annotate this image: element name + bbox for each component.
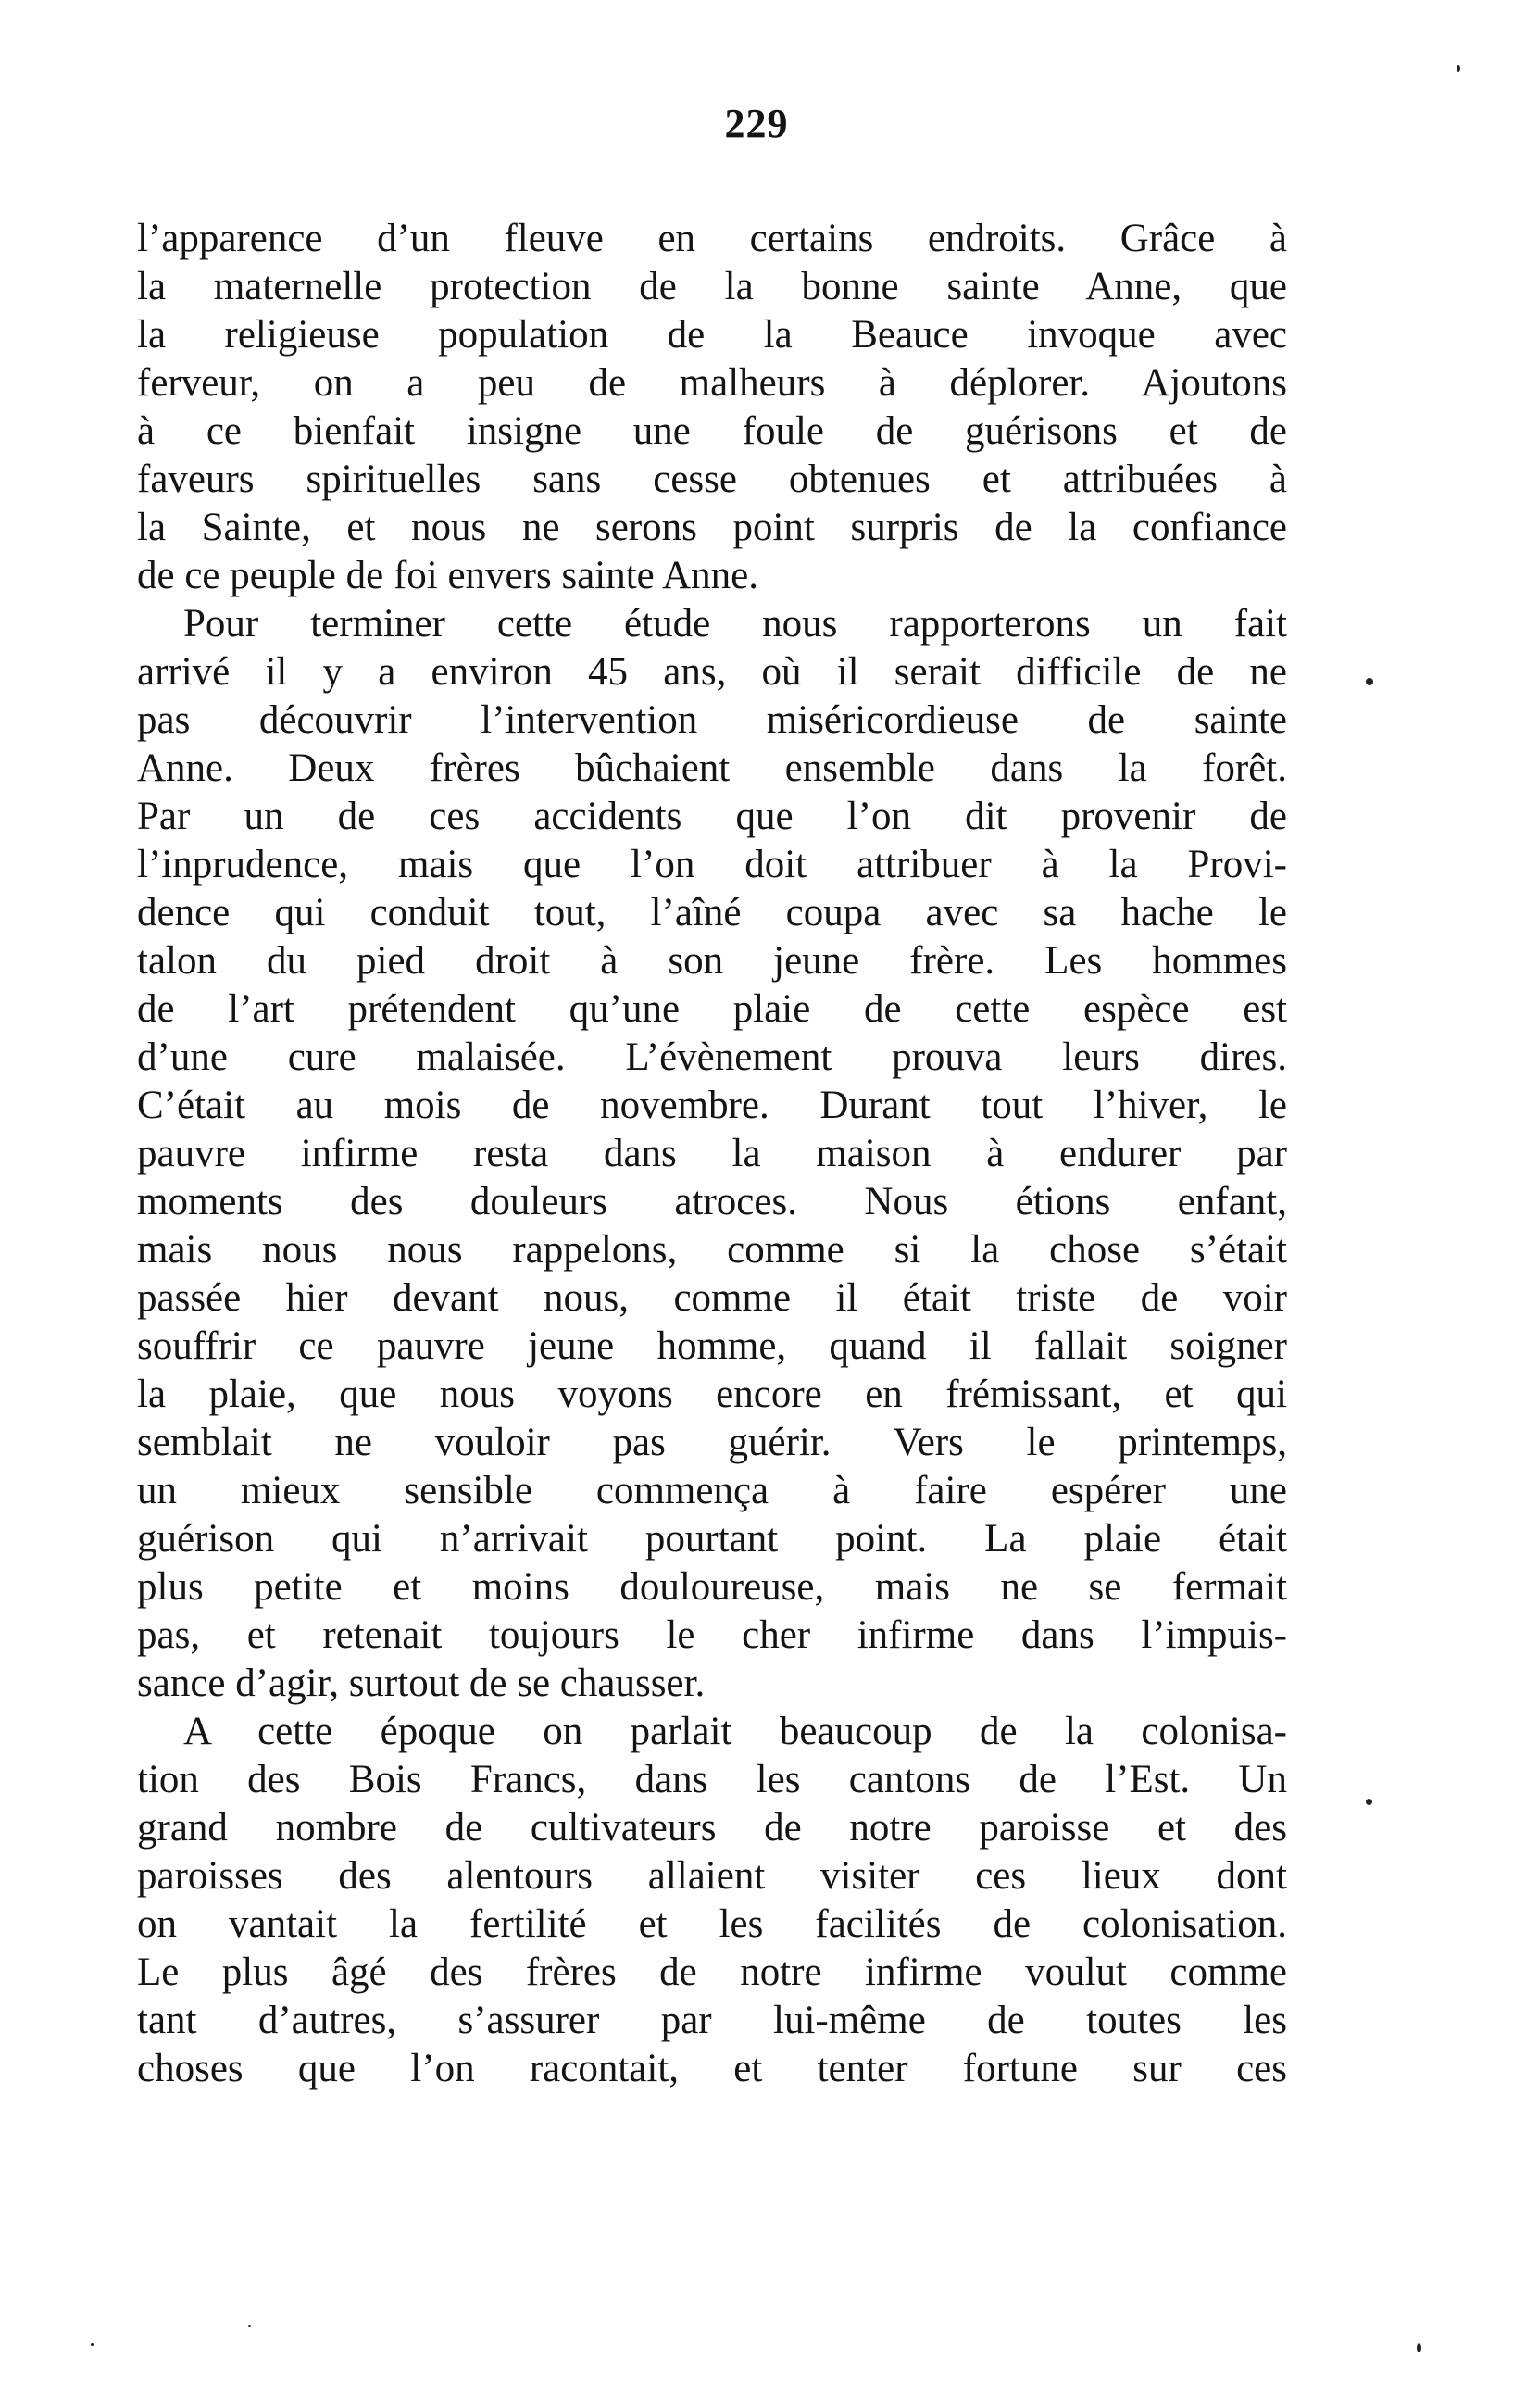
text-line: arrivé il y a environ 45 ans, où il serait difficile de ne [137,650,1287,694]
scan-speck [1366,678,1373,685]
text-line: pauvre infirme resta dans la maison à endurer par [137,1132,1287,1175]
text-line: C’était au mois de novembre. Durant tout l’hiver, le [137,1084,1287,1127]
text-line: semblait ne vouloir pas guérir. Vers le printemps, [137,1421,1287,1464]
text-line: de ce peuple de foi envers sainte Anne. [137,554,759,597]
text-line: ferveur, on a peu de malheurs à déplorer. Ajoutons [137,361,1287,405]
text-line: A cette époque on parlait beaucoup de la colonisa- [183,1710,1287,1753]
scan-speck [1366,1799,1372,1805]
text-line: de l’art prétendent qu’une plaie de cette espèce est [137,987,1287,1031]
text-line: tion des Bois Francs, dans les cantons de l’Est. Un [137,1758,1287,1801]
body-text [137,215,1287,2093]
text-line: Anne. Deux frères bûchaient ensemble dans la forêt. [137,746,1287,790]
text-line: souffrir ce pauvre jeune homme, quand il fallait soigner [137,1324,1287,1368]
scan-speck [248,2325,251,2327]
scan-speck [1417,2343,1421,2352]
text-line: pas, et retenait toujours le cher infirme dans l’impuis- [137,1613,1287,1657]
text-line: passée hier devant nous, comme il était triste de voir [137,1276,1287,1320]
text-line: mais nous nous rappelons, comme si la chose s’était [137,1228,1287,1272]
text-line: moments des douleurs atroces. Nous étions enfant, [137,1180,1287,1223]
text-line: faveurs spirituelles sans cesse obtenues et attribuées à [137,458,1287,501]
text-line: talon du pied droit à son jeune frère. Les hommes [137,939,1287,983]
scan-speck [91,2343,94,2346]
text-line: Pour terminer cette étude nous rapporterons un fait [183,602,1287,646]
text-line: d’une cure malaisée. L’évènement prouva leurs dires. [137,1035,1287,1079]
text-line: Le plus âgé des frères de notre infirme voulut comme [137,1950,1287,1994]
text-line: plus petite et moins douloureuse, mais ne se fermait [137,1565,1287,1609]
text-line: paroisses des alentours allaient visiter ces lieux dont [137,1854,1287,1898]
text-line: tant d’autres, s’assurer par lui-même de toutes les [137,1999,1287,2042]
text-line: on vantait la fertilité et les facilités de colonisation. [137,1902,1287,1946]
text-line: la plaie, que nous voyons encore en frémissant, et qui [137,1373,1287,1416]
text-line: grand nombre de cultivateurs de notre paroisse et des [137,1806,1287,1850]
text-line: sance d’agir, surtout de se chausser. [137,1662,706,1705]
text-line: l’apparence d’un fleuve en certains endroits. Grâce à [137,217,1287,260]
text-line: la religieuse population de la Beauce invoque avec [137,313,1287,357]
text-line: pas découvrir l’intervention miséricordieuse de sainte [137,698,1287,742]
text-line: dence qui conduit tout, l’aîné coupa avec sa hache le [137,891,1287,934]
text-line: choses que l’on racontait, et tenter fortune sur ces [137,2047,1287,2090]
text-line: Par un de ces accidents que l’on dit provenir de [137,795,1287,838]
text-line: un mieux sensible commença à faire espérer une [137,1469,1287,1512]
text-line: l’inprudence, mais que l’on doit attribuer à la Provi- [137,843,1287,886]
text-line: à ce bienfait insigne une foule de guérisons et de [137,409,1287,453]
text-line: la Sainte, et nous ne serons point surpris de la confiance [137,506,1287,549]
page-number: 229 [724,101,789,146]
text-line: la maternelle protection de la bonne sainte Anne, que [137,265,1287,308]
scan-speck [1457,65,1460,72]
text-line: guérison qui n’arrivait pourtant point. La plaie était [137,1517,1287,1561]
